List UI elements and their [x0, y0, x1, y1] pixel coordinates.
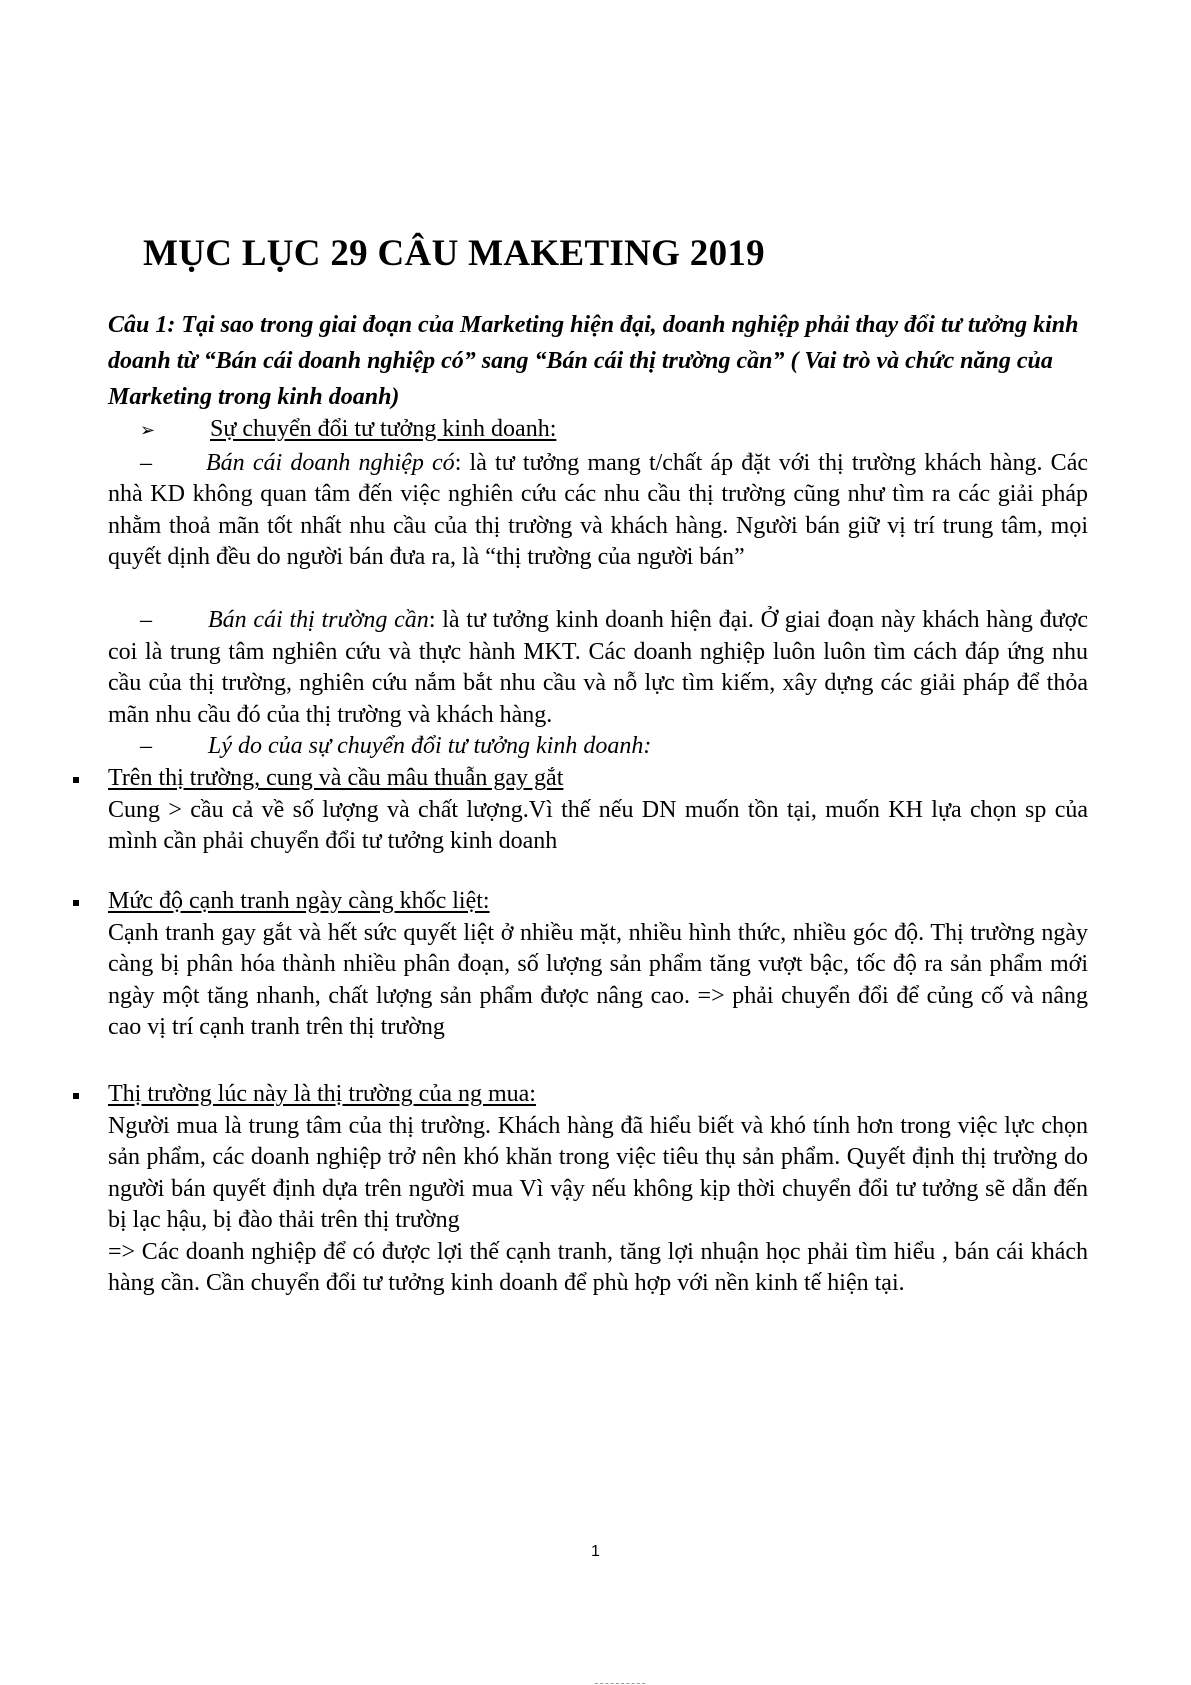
page-number: 1	[591, 1543, 600, 1560]
list-item	[70, 1079, 1090, 1329]
dash-icon: –	[140, 607, 152, 633]
dash-paragraph-1	[108, 416, 1088, 574]
list-item-label: Thị trường lúc này là thị trường của ng mua:	[108, 1081, 536, 1107]
dash-paragraph-2	[108, 605, 1088, 731]
list-item-body-text: Người mua là trung tâm của thị trường. Khách hàng đã hiểu biết và khó tính hơn trong việc lực chọn sản phẩm, các doanh nghiệp trở nên khó khăn trong việc tiêu thụ sản phẩm. Quyết định thị trường do người bán quyết định dựa trên người mua Vì vậy nếu không kịp thời chuyển đổi tư tưởng sẽ dẫn đến bị lạc hậu, bị đào thải trên thị trường	[108, 1112, 1088, 1233]
conclusion-text: => Các doanh nghiệp để có được lợi thế cạnh tranh, tăng lợi nhuận học phải tìm hiểu , bán cái khách hàng cần. Cần chuyển đổi tư tưởng kinh doanh để phù hợp với nền kinh tế hiện tại.	[108, 1238, 1088, 1296]
list-item-body	[108, 1111, 1088, 1300]
square-bullet-icon	[73, 777, 79, 783]
square-bullet-icon	[73, 1093, 79, 1099]
page-edge-divider	[595, 1683, 645, 1684]
dash-text-2: : là tư tưởng kinh doanh hiện đại. Ở giai đoạn này khách hàng được coi là trung tâm nghiên cứu và thực hành MKT. Các doanh nghiệp luôn luôn tìm cách đáp ứng nhu cầu của thị trường, nghiên cứu nắm bắt nhu cầu và nỗ lực tìm kiếm, xây dựng các giải pháp để thỏa mãn nhu cầu đó của thị trường và khách hàng.	[108, 607, 1088, 728]
arrow-bullet-icon: ➢	[140, 420, 156, 441]
list-item-body: Cung > cầu cả về số lượng và chất lượng.Vì thế nếu DN muốn tồn tại, muốn KH lựa chọn sp của mình cần phải chuyển đổi tư tưởng kinh doanh	[108, 796, 1088, 854]
list-item	[70, 763, 1090, 853]
question-heading: Câu 1: Tại sao trong giai đoạn của Marketing hiện đại, doanh nghiệp phải thay đổi tư tưởng kinh doanh từ “Bán cái doanh nghiệp có” sang “Bán cái thị trường cần” ( Vai trò và chức năng của Marketing trong kinh doanh)	[108, 312, 1079, 410]
list-item-label: Trên thị trường, cung và cầu mâu thuẫn gay gắt	[108, 765, 564, 791]
dash-term-1: Bán cái doanh nghiệp có	[206, 449, 455, 476]
dash-text-3: Lý do của sự chuyển đổi tư tưởng kinh doanh:	[208, 733, 652, 759]
list-item-body: Cạnh tranh gay gắt và hết sức quyết liệt ở nhiều mặt, nhiều hình thức, nhiều góc độ. Thị trường ngày càng bị phân hóa thành nhiều phân đoạn, số lượng sản phẩm tăng vượt bậc, tốc độ ra sản phẩm mới ngày một tăng nhanh, chất lượng sản phẩm được nâng cao. => phải chuyển đổi để củng cố và nâng cao vị trí cạnh tranh trên thị trường	[108, 919, 1088, 1040]
dash-text-1: : là tư tưởng mang t/chất áp đặt với thị trường khách hàng. Các nhà KD không quan tâm đến việc nghiên cứu các nhu cầu thị trường cũng như tìm ra các giải pháp nhằm thoả mãn tốt nhất nhu cầu của thị trường và khách hàng. Người bán giữ vị trí trung tâm, mọi quyết dịnh đều do người bán đưa ra, là “thị trường của người bán”	[108, 449, 1088, 570]
dash-paragraph-3	[108, 731, 1088, 763]
section-heading-text: Sự chuyển đổi tư tưởng kinh doanh:	[210, 416, 557, 442]
square-bullet-icon	[73, 900, 79, 906]
list-item	[70, 886, 1090, 1046]
page-title: MỤC LỤC 29 CÂU MAKETING 2019	[143, 233, 765, 274]
dash-icon: –	[140, 733, 152, 759]
dash-icon: –	[140, 449, 152, 476]
dash-term-2: Bán cái thị trường cần	[208, 607, 429, 633]
list-item-label: Mức độ cạnh tranh ngày càng khốc liệt:	[108, 888, 490, 914]
